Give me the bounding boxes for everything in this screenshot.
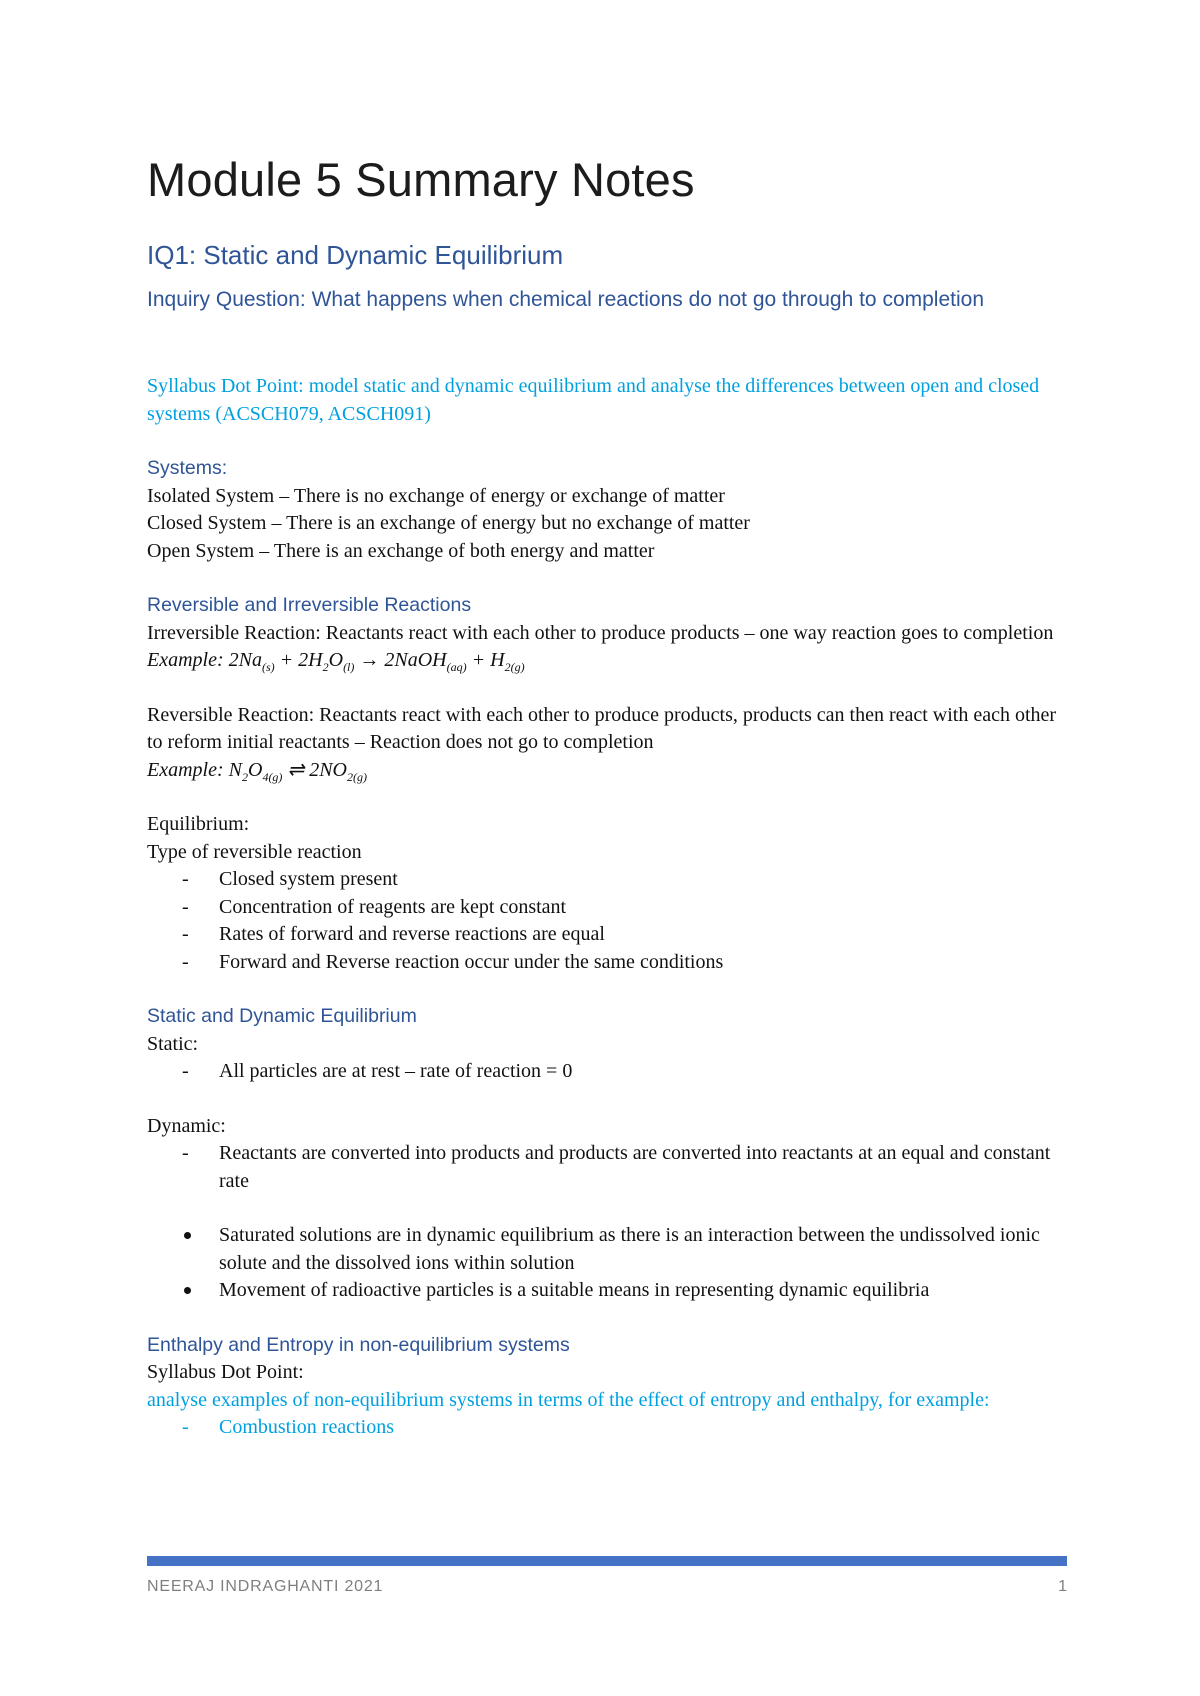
- irreversible-text: Irreversible Reaction: Reactants react with each other to produce products – one way reaction goes to completion: [147, 621, 1054, 644]
- reversible-example: Example: $N_2O_{4(g)}$ ⇌ $2NO_{2(g)}$: [147, 758, 367, 784]
- body-content: [147, 373, 1067, 1442]
- list-item: - Closed system present: [147, 866, 1067, 894]
- list-item: - All particles are at rest – rate of reaction = 0: [147, 1058, 1067, 1086]
- bullet-icon: [184, 1287, 191, 1294]
- document-title: Module 5 Summary Notes: [147, 153, 695, 206]
- page-number: 1: [1058, 1578, 1067, 1595]
- closed-system-text: Closed System – There is an exchange of energy but no exchange of matter: [147, 512, 750, 534]
- systems-label: Systems:: [147, 457, 228, 479]
- footer-author: NEERAJ INDRAGHANTI 2021: [147, 1578, 384, 1595]
- static-label: Static:: [147, 1032, 199, 1055]
- equilibrium-list: [147, 866, 1067, 976]
- list-item: Saturated solutions are in dynamic equilibrium as there is an interaction between the undissolved ionic solute and the dissolved ions within solution: [147, 1222, 1067, 1277]
- syllabus-label: Syllabus Dot Point:: [147, 1361, 304, 1383]
- bullet-list: [147, 1222, 1067, 1305]
- inquiry-question: Inquiry Question: What happens when chemical reactions do not go through to completion: [147, 288, 984, 311]
- list-item: - Concentration of reagents are kept constant: [147, 894, 1067, 922]
- syllabus-text: analyse examples of non-equilibrium systems in terms of the effect of entropy and enthalpy, for example:: [147, 1388, 990, 1411]
- enthalpy-list: [147, 1414, 1067, 1442]
- isolated-system-text: Isolated System – There is no exchange of energy or exchange of matter: [147, 484, 725, 507]
- bullet-icon: [184, 1232, 191, 1239]
- syllabus-dot-point: Syllabus Dot Point: model static and dynamic equilibrium and analyse the differences between open and closed systems (ACSCH079, ACSCH091): [147, 375, 1040, 425]
- equilibrium-label: Equilibrium:: [147, 813, 250, 835]
- dynamic-list: [147, 1140, 1067, 1195]
- list-item: - Forward and Reverse reaction occur under the same conditions: [147, 949, 1067, 977]
- section-heading: IQ1: Static and Dynamic Equilibrium: [147, 240, 564, 270]
- equilibrium-type: Type of reversible reaction: [147, 840, 362, 863]
- reversible-text: Reversible Reaction: Reactants react with each other to produce products, products can then react with each other to reform initial reactants – Reaction does not go to completion: [147, 703, 1057, 753]
- open-system-text: Open System – There is an exchange of both energy and matter: [147, 539, 655, 562]
- reactions-heading: Reversible and Irreversible Reactions: [147, 594, 472, 616]
- dynamic-label: Dynamic:: [147, 1114, 226, 1137]
- enthalpy-heading: Enthalpy and Entropy in non-equilibrium systems: [147, 1333, 570, 1356]
- static-list: [147, 1058, 1067, 1086]
- list-item: Movement of radioactive particles is a suitable means in representing dynamic equilibria: [147, 1277, 1067, 1305]
- list-item: - Rates of forward and reverse reactions are equal: [147, 921, 1067, 949]
- irreversible-example: Example: $2Na_{(s)} + 2H_2O_{(l)}$ → 2NaOH$_{(aq)}$ + $H_{2(g)}$: [147, 649, 525, 674]
- list-item: - Combustion reactions: [147, 1414, 1067, 1442]
- footer-divider: [147, 1556, 1067, 1566]
- list-item: - Reactants are converted into products and products are converted into reactants at an equal and constant rate: [147, 1140, 1067, 1195]
- static-dynamic-heading: Static and Dynamic Equilibrium: [147, 1005, 417, 1027]
